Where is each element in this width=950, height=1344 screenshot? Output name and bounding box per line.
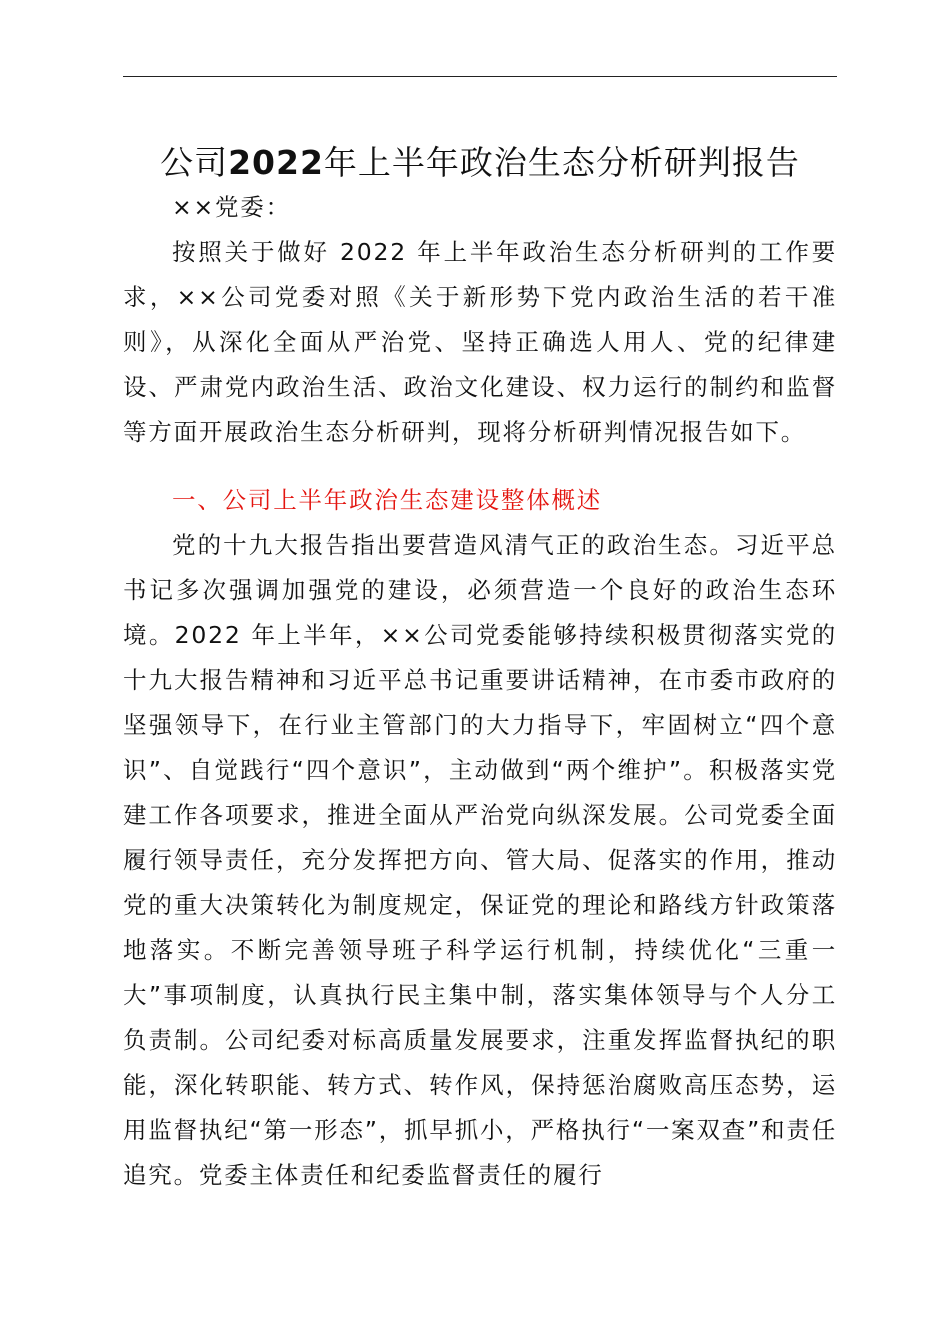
header-rule (123, 76, 837, 77)
title-suffix: 年上半年政治生态分析研判报告 (323, 143, 800, 182)
document-title (123, 140, 837, 186)
section-heading: 一、公司上半年政治生态建设整体概述 (172, 486, 603, 514)
title-prefix: 公司 (160, 143, 229, 182)
section-paragraph: 党的十九大报告指出要营造风清气正的政治生态。习近平总书记多次强调加强党的建设，必须营造一个良好的政治生态环境。2022 年上半年，××公司党委能够持续积极贯彻落实党的十九大报告精神和习近平总书记重要讲话精神，在市委市政府的坚强领导下，在行业主管部门的大力指导下，牢固树立“四个意识”、自觉践行“四个意识”，主动做到“两个维护”。积极落实党建工作各项要求，推进全面从严治党向纵深发展。公司党委全面履行领导责任，充分发挥把方向、管大局、促落实的作用，推动党的重大决策转化为制度规定，保证党的理论和路线方针政策落地落实。不断完善领导班子科学运行机制，持续优化“三重一大”事项制度，认真执行民主集中制，落实集体领导与个人分工负责制。公司纪委对标高质量发展要求，注重发挥监督执纪的职能，深化转职能、转方式、转作风，保持惩治腐败高压态势，运用监督执纪“第一形态”，抓早抓小，严格执行“一案双查”和责任追究。党委主体责任和纪委监督责任的履行 (123, 531, 837, 1189)
intro-paragraph: 按照关于做好 2022 年上半年政治生态分析研判的工作要求，××公司党委对照《关于新形势下党内政治生活的若干准则》，从深化全面从严治党、坚持正确选人用人、党的纪律建设、严肃党内政治生活、政治文化建设、权力运行的制约和监督等方面开展政治生态分析研判，现将分析研判情况报告如下。 (123, 238, 837, 446)
salutation: ××党委： (172, 193, 291, 221)
title-year: 2022 (228, 143, 324, 182)
